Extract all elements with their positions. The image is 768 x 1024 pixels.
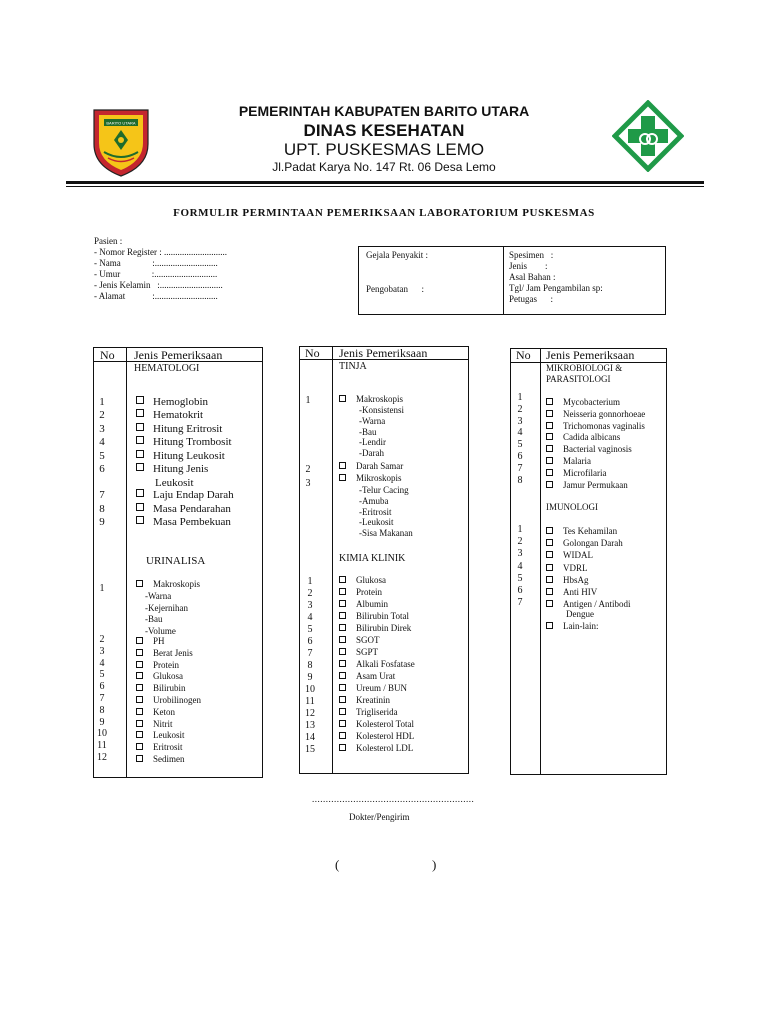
checkbox-item[interactable] — [546, 563, 588, 573]
header-rule-thin — [66, 186, 704, 187]
checkbox-item-label: SGOT — [356, 635, 380, 645]
checkbox-item[interactable] — [339, 473, 402, 483]
row-number: 12 — [305, 708, 315, 719]
row-number: 10 — [305, 684, 315, 695]
checkbox-item[interactable] — [546, 538, 623, 548]
row-number: 5 — [99, 449, 105, 462]
sub-item: -Lendir — [359, 437, 386, 448]
row-number: 9 — [99, 716, 105, 728]
patient-heading: Pasien : — [94, 236, 123, 246]
form-title: FORMULIR PERMINTAAN PEMERIKSAAN LABORATORIUM PUSKESMAS — [173, 207, 595, 219]
checkbox-item-label: Berat Jenis — [153, 647, 193, 658]
table3-divider — [540, 348, 541, 775]
checkbox-item[interactable] — [339, 731, 414, 741]
checkbox-icon[interactable] — [339, 462, 346, 469]
row-number: 2 — [517, 403, 523, 415]
checkbox-icon[interactable] — [136, 423, 144, 431]
patient-name-field[interactable]: - Nama :............................ — [94, 258, 218, 268]
row-number: 10 — [97, 728, 107, 740]
checkbox-item-label: Mikroskopis — [356, 473, 402, 483]
checkbox-item[interactable] — [136, 636, 165, 646]
row-number: 4 — [517, 427, 523, 439]
checkbox-icon[interactable] — [136, 696, 143, 703]
checkbox-item-label: Asam Urat — [356, 671, 396, 681]
signature-label: Dokter/Pengirim — [349, 812, 410, 822]
checkbox-icon[interactable] — [136, 489, 144, 497]
checkbox-icon[interactable] — [136, 580, 143, 587]
checkbox-item[interactable] — [339, 635, 380, 645]
checkbox-icon[interactable] — [339, 696, 346, 703]
sub-item: -Leukosit — [359, 517, 394, 528]
checkbox-icon[interactable] — [546, 469, 553, 476]
checkbox-item[interactable] — [546, 526, 617, 536]
checkbox-item-label: Jamur Permukaan — [563, 479, 628, 490]
checkbox-icon[interactable] — [546, 551, 553, 558]
row-number: 6 — [99, 681, 105, 693]
checkbox-icon[interactable] — [136, 503, 144, 511]
checkbox-item-label: VDRL — [563, 562, 588, 573]
signature-paren-close[interactable]: ) — [432, 857, 437, 872]
checkbox-item-label: SGPT — [356, 647, 379, 657]
checkbox-icon[interactable] — [136, 731, 143, 738]
checkbox-item-label: Alkali Fosfatase — [356, 659, 415, 669]
checkbox-item-label: Ureum / BUN — [356, 683, 407, 693]
row-number: 6 — [517, 451, 523, 462]
sub-item: -Amuba — [359, 495, 389, 506]
checkbox-icon[interactable] — [339, 648, 346, 655]
checkbox-item-label: Glukosa — [153, 671, 183, 682]
checkbox-icon[interactable] — [136, 396, 144, 404]
checkbox-icon[interactable] — [136, 708, 143, 715]
checkbox-icon[interactable] — [339, 624, 346, 631]
tgl-jam-field[interactable]: Tgl/ Jam Pengambilan sp: — [509, 283, 603, 293]
section-urinalisa: URINALISA — [146, 555, 206, 567]
row-number: 7 — [517, 462, 523, 474]
row-number: 1 — [517, 392, 523, 403]
checkbox-item[interactable] — [136, 648, 193, 658]
checkbox-icon[interactable] — [136, 649, 143, 656]
row-number: 4 — [517, 560, 523, 572]
row-number: 6 — [99, 463, 105, 475]
checkbox-icon[interactable] — [546, 445, 553, 452]
checkbox-item[interactable] — [136, 579, 200, 589]
row-number: 8 — [99, 704, 105, 716]
header-government: PEMERINTAH KABUPATEN BARITO UTARA — [238, 103, 530, 119]
checkbox-item[interactable] — [136, 730, 185, 740]
checkbox-item[interactable] — [546, 456, 591, 466]
checkbox-icon[interactable] — [136, 672, 143, 679]
row-number: 3 — [99, 422, 105, 435]
sub-item: -Warna — [145, 591, 172, 601]
checkbox-icon[interactable] — [546, 481, 553, 488]
checkbox-item[interactable] — [339, 461, 403, 471]
checkbox-item-label: Protein — [153, 659, 179, 670]
patient-gender-field[interactable]: - Jenis Kelamin :............................ — [94, 280, 223, 290]
row-number: 1 — [517, 524, 523, 535]
row-number: 12 — [97, 752, 107, 763]
row-number: 4 — [307, 612, 313, 623]
sub-item: -Sisa Makanan — [359, 528, 413, 539]
checkbox-item-label: Nitrit — [153, 718, 173, 729]
checkbox-item[interactable] — [136, 489, 234, 501]
checkbox-item-label: Trigliserida — [356, 707, 398, 717]
section-hematologi: HEMATOLOGI — [134, 363, 200, 374]
checkbox-icon[interactable] — [339, 636, 346, 643]
checkbox-icon[interactable] — [136, 409, 144, 417]
checkbox-item-label: Kolesterol HDL — [356, 731, 415, 741]
asal-bahan-field[interactable]: Asal Bahan : — [509, 272, 556, 282]
table3-no-header: No — [516, 348, 531, 362]
checkbox-icon[interactable] — [546, 576, 553, 583]
section-imunologi: IMUNOLOGI — [546, 502, 598, 512]
signature-paren-open: ( — [335, 857, 340, 872]
checkbox-icon[interactable] — [339, 474, 346, 481]
checkbox-item-label: HbsAg — [563, 574, 589, 585]
gejala-field[interactable]: Gejala Penyakit : — [366, 250, 428, 260]
checkbox-icon[interactable] — [546, 398, 553, 405]
row-number: 5 — [517, 439, 523, 451]
checkbox-item[interactable] — [136, 396, 208, 408]
checkbox-item[interactable] — [546, 599, 631, 609]
checkbox-item-label: Bilirubin — [153, 683, 186, 694]
row-number: 4 — [99, 657, 105, 669]
checkbox-item[interactable] — [339, 743, 413, 753]
sub-item: -Warna — [359, 415, 386, 426]
sub-item: -Bau — [145, 614, 163, 624]
checkbox-item[interactable] — [339, 683, 407, 693]
checkbox-item-label: Tes Kehamilan — [563, 526, 618, 536]
row-number: 11 — [305, 696, 315, 707]
row-number: 15 — [305, 744, 315, 755]
checkbox-item-label: Mycobacterium — [563, 397, 620, 407]
pengobatan-field[interactable]: Pengobatan : — [366, 284, 424, 294]
header-department: DINAS KESEHATAN — [303, 121, 465, 140]
checkbox-icon[interactable] — [546, 433, 553, 440]
checkbox-item[interactable] — [136, 516, 231, 528]
section-mikrobiologi-l1: MIKROBIOLOGI & — [546, 363, 623, 373]
checkbox-item[interactable] — [546, 480, 628, 490]
row-number: 9 — [99, 516, 105, 529]
checkbox-item-label: Protein — [356, 587, 382, 597]
checkbox-icon[interactable] — [136, 743, 143, 750]
checkbox-item[interactable] — [136, 671, 183, 681]
row-number: 7 — [517, 597, 523, 609]
checkbox-icon[interactable] — [546, 539, 553, 546]
row-number: 2 — [99, 634, 105, 645]
checkbox-item-label: Bilirubin Total — [356, 611, 409, 621]
checkbox-item[interactable] — [546, 550, 593, 560]
row-number: 7 — [99, 489, 105, 502]
checkbox-item-label: WIDAL — [563, 550, 593, 561]
row-number: 5 — [99, 669, 105, 681]
header-rule-thick — [66, 181, 704, 184]
checkbox-item-label: Albumin — [356, 599, 389, 609]
checkbox-icon[interactable] — [136, 720, 143, 727]
checkbox-item-label: Kolesterol Total — [356, 719, 414, 729]
checkbox-icon[interactable] — [339, 576, 346, 583]
checkbox-icon[interactable] — [339, 600, 346, 607]
checkbox-item[interactable] — [339, 671, 395, 681]
checkbox-icon[interactable] — [339, 395, 346, 402]
table2-no-header: No — [305, 346, 320, 360]
checkbox-item[interactable] — [339, 394, 403, 404]
checkbox-item-label: Laju Endap Darah — [153, 489, 234, 502]
row-number: 6 — [517, 585, 523, 596]
section-mikrobiologi-l2: PARASITOLOGI — [546, 374, 611, 384]
checkbox-item[interactable] — [339, 611, 409, 621]
checkbox-icon[interactable] — [339, 720, 346, 727]
table1-divider — [126, 347, 127, 778]
checkbox-item[interactable] — [339, 659, 415, 669]
checkbox-item[interactable] — [136, 683, 186, 693]
row-number: 14 — [305, 732, 315, 743]
checkbox-item[interactable] — [546, 575, 589, 585]
checkbox-item-label: Malaria — [563, 456, 591, 466]
row-number: 2 — [307, 588, 313, 599]
hema-item-continuation: Leukosit — [155, 477, 194, 489]
checkbox-item-label: Sedimen — [153, 754, 185, 764]
petugas-field[interactable]: Petugas : — [509, 294, 553, 304]
row-number: 5 — [517, 572, 523, 584]
checkbox-item[interactable] — [339, 599, 388, 609]
checkbox-item-label: Antigen / Antibodi — [563, 599, 631, 610]
checkbox-item[interactable] — [339, 587, 382, 597]
row-number: 8 — [99, 502, 105, 515]
sub-item: -Volume — [145, 625, 176, 636]
checkbox-item-label: Hemoglobin — [153, 396, 208, 408]
header-puskesmas: UPT. PUSKESMAS LEMO — [283, 140, 485, 159]
checkbox-item-label: Darah Samar — [356, 461, 404, 471]
row-number: 4 — [99, 436, 105, 449]
checkbox-item[interactable] — [546, 421, 645, 431]
checkbox-icon[interactable] — [339, 744, 346, 751]
sub-item: -Telur Cacing — [359, 485, 409, 495]
checkbox-item[interactable] — [339, 719, 414, 729]
sub-item: -Darah — [359, 448, 384, 459]
checkbox-icon[interactable] — [546, 527, 553, 534]
checkbox-item[interactable] — [136, 409, 203, 421]
row-number: 1 — [307, 576, 313, 587]
checkbox-item[interactable] — [136, 450, 225, 462]
checkbox-item[interactable] — [136, 423, 222, 435]
row-number: 7 — [307, 648, 313, 659]
row-number: 3 — [99, 645, 105, 657]
patient-address-field[interactable]: - Alamat :............................ — [94, 291, 218, 301]
checkbox-item-label: Trichomonas vaginalis — [563, 420, 645, 431]
checkbox-item[interactable] — [136, 660, 179, 670]
checkbox-icon[interactable] — [339, 732, 346, 739]
checkbox-icon[interactable] — [546, 622, 553, 629]
checkbox-item[interactable] — [339, 707, 398, 717]
row-number: 3 — [305, 478, 311, 489]
checkbox-icon[interactable] — [339, 684, 346, 691]
row-number: 2 — [99, 409, 105, 422]
checkbox-icon[interactable] — [546, 600, 553, 607]
sub-item: -Bau — [359, 426, 377, 437]
row-number: 7 — [99, 693, 105, 704]
checkbox-item-label: Hitung Trombosit — [153, 436, 232, 449]
section-tinja: TINJA — [339, 361, 367, 372]
checkbox-item-label: Hitung Leukosit — [153, 449, 225, 462]
checkbox-item[interactable] — [546, 468, 606, 478]
sub-item: -Eritrosit — [359, 506, 392, 517]
row-number: 5 — [307, 624, 313, 635]
table1-no-header: No — [100, 348, 115, 362]
row-number: 3 — [307, 600, 313, 611]
row-number: 8 — [307, 660, 313, 671]
checkbox-icon[interactable] — [339, 672, 346, 679]
checkbox-item[interactable] — [339, 647, 378, 657]
checkbox-item[interactable] — [546, 587, 597, 597]
checkbox-item-label: Lain-lain: — [563, 621, 599, 631]
row-number: 1 — [305, 395, 311, 406]
checkbox-item-label: Eritrosit — [153, 742, 183, 753]
checkbox-item-label: Hitung Jenis — [153, 463, 209, 475]
checkbox-item-label: Hitung Eritrosit — [153, 422, 223, 435]
checkbox-item[interactable] — [136, 719, 173, 729]
row-number: 3 — [517, 548, 523, 560]
sub-item: -Konsistensi — [359, 405, 404, 415]
checkbox-item-label: Makroskopis — [153, 579, 200, 589]
checkbox-icon[interactable] — [546, 422, 553, 429]
checkbox-icon[interactable] — [136, 450, 144, 458]
checkbox-item-label: Masa Pendarahan — [153, 502, 231, 515]
row-number: 8 — [517, 474, 523, 486]
row-number: 13 — [305, 720, 315, 731]
checkbox-item[interactable] — [136, 754, 185, 764]
checkbox-icon[interactable] — [136, 661, 143, 668]
checkbox-item[interactable] — [136, 707, 175, 717]
checkbox-icon[interactable] — [136, 516, 144, 524]
checkbox-item[interactable] — [136, 503, 231, 515]
checkbox-item-label: Glukosa — [356, 575, 386, 585]
checkbox-item[interactable] — [546, 432, 620, 442]
checkbox-item-label: Microfilaria — [563, 467, 607, 478]
row-number: 1 — [99, 583, 105, 594]
checkbox-item-label: Hematokrit — [153, 409, 204, 422]
checkbox-item-label: Golongan Darah — [563, 538, 623, 549]
row-number: 9 — [307, 672, 313, 683]
checkbox-item[interactable] — [546, 444, 632, 454]
table3-name-header: Jenis Pemeriksaan — [546, 348, 635, 362]
checkbox-item-label: Bilirubin Direk — [356, 623, 412, 633]
row-number: 3 — [517, 415, 523, 427]
checkbox-icon[interactable] — [136, 463, 144, 471]
table2-name-header: Jenis Pemeriksaan — [339, 346, 428, 360]
checkbox-item[interactable] — [136, 463, 208, 475]
row-number: 2 — [305, 464, 311, 475]
checkbox-item[interactable] — [339, 695, 390, 705]
puskesmas-cross-logo-icon — [612, 100, 684, 172]
table2-divider — [332, 346, 333, 774]
checkbox-icon[interactable] — [339, 588, 346, 595]
imun-item-continuation: Dengue — [566, 609, 594, 619]
jenis-field[interactable]: Jenis : — [509, 261, 548, 271]
checkbox-icon[interactable] — [546, 457, 553, 464]
checkbox-item-label: Urobilinogen — [153, 695, 201, 705]
checkbox-item[interactable] — [136, 695, 201, 705]
checkbox-item[interactable] — [339, 575, 386, 585]
checkbox-item-label: Masa Pembekuan — [153, 516, 231, 529]
checkbox-icon[interactable] — [136, 684, 143, 691]
checkbox-item-label: Bacterial vaginosis — [563, 444, 632, 455]
checkbox-item[interactable] — [339, 623, 411, 633]
checkbox-item[interactable] — [136, 742, 183, 752]
row-number: 1 — [99, 396, 105, 408]
checkbox-icon[interactable] — [339, 660, 346, 667]
checkbox-icon[interactable] — [546, 588, 553, 595]
checkbox-icon[interactable] — [136, 637, 143, 644]
checkbox-icon[interactable] — [339, 708, 346, 715]
patient-register-field[interactable]: - Nomor Register : ............................ — [94, 247, 227, 257]
sub-item: -Kejernihan — [145, 602, 188, 613]
checkbox-item-label: Anti HIV — [563, 587, 598, 597]
row-number: 6 — [307, 636, 313, 647]
checkbox-icon[interactable] — [136, 436, 144, 444]
row-number: 2 — [517, 536, 523, 548]
row-number: 11 — [97, 740, 107, 752]
patient-age-field[interactable]: - Umur :............................ — [94, 269, 218, 279]
checkbox-item[interactable] — [136, 436, 232, 448]
checkbox-icon[interactable] — [546, 410, 553, 417]
checkbox-item-label: Neisseria gonnorhoeae — [563, 408, 646, 419]
checkbox-item-label: Kreatinin — [356, 695, 390, 705]
signature-line[interactable]: ........................................................... — [312, 794, 475, 804]
header-address: Jl.Padat Karya No. 147 Rt. 06 Desa Lemo — [272, 160, 496, 174]
checkbox-item-label: Leukosit — [153, 730, 185, 741]
checkbox-item-label: PH — [153, 636, 165, 646]
section-kimia-klinik: KIMIA KLINIK — [339, 553, 406, 564]
table1-name-header: Jenis Pemeriksaan — [134, 348, 223, 362]
spesimen-field[interactable]: Spesimen : — [509, 250, 554, 260]
checkbox-item[interactable] — [546, 409, 645, 419]
checkbox-item[interactable] — [546, 621, 599, 631]
checkbox-item[interactable] — [546, 397, 620, 407]
checkbox-item-label: Makroskopis — [356, 394, 403, 404]
clinical-info-divider — [503, 246, 504, 315]
checkbox-icon[interactable] — [136, 755, 143, 762]
checkbox-item-label: Kolesterol LDL — [356, 743, 414, 753]
checkbox-icon[interactable] — [339, 612, 346, 619]
checkbox-item-label: Cadida albicans — [563, 432, 621, 443]
checkbox-icon[interactable] — [546, 564, 553, 571]
svg-text:BARITO UTARA: BARITO UTARA — [106, 120, 136, 126]
checkbox-item-label: Keton — [153, 706, 175, 717]
